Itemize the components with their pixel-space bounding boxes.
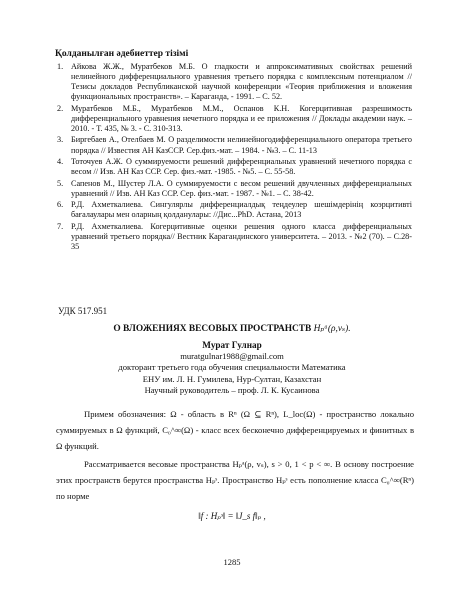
author-email: muratgulnar1988@gmail.com [180, 351, 284, 362]
article-title-text: О ВЛОЖЕНИЯХ ВЕСОВЫХ ПРОСТРАНСТВ [113, 324, 312, 334]
reference-item: 2. Муратбеков М.Б., Муратбеков М.М., Оспанов К.Н. Когерцитивная разрешимость дифференциального уравнения нечетного порядка и ее приложения // Доклады академии наук. – 2010. - Т. 435, № 3. - С. 310-313. [57, 103, 412, 133]
references-title: Қолданылған әдебиеттер тізімі [55, 49, 189, 59]
reference-text: Р.Д. Ахметкалиева. Сингулярлы дифференциалдық теңдеулер шешімдерінің коэрцитивті бағалаулары мен оларның қолданулары: //Дис...PhD. Астана, 2013 [71, 200, 412, 220]
author-supervisor: Научный руководитель – проф. Л. К. Кусаинова [144, 384, 320, 395]
reference-item: 4. Тоточуев А.Ж. О суммируемости решений дифференциальных уравнений нечетного порядка с весом // Изв. АН Каз ССР. Сер. физ.-мат. -1985. - №5. – С. 55-58. [57, 157, 412, 177]
references-list [55, 62, 412, 253]
article-title-formula: Hₚᵃ(ρ,vₛ). [313, 324, 351, 334]
article-body [56, 407, 414, 505]
udk-code: УДК 517.951 [58, 306, 108, 316]
author-position: докторант третьего года обучения специальности Математика [118, 362, 346, 373]
author-name: Мурат Гулнар [202, 340, 262, 350]
reference-item: 3. Биргебаев А., Отелбаев М. О разделимости нелинейногодифференциального оператора третьего порядка // Известия АН КазССР. Сер.физ.-мат. – 1984. - №3. – С. 11-13 [57, 135, 412, 155]
reference-item: 5. Сапенов М., Шустер Л.А. О суммируемости с весом решений двучленных дифференциальных уравнений // Изв. АН Каз ССР. Сер. физ.-мат. - 1987. - №1. – С. 38-42. [57, 178, 412, 198]
reference-item: 7. Р.Д. Ахметкалиева. Когерцитивные оценки решения одного класса дифференциальных уравнений третьего порядка// Вестник Карагандинского университета. – 2013. - №2 (70). – С.28-35 [57, 221, 412, 251]
reference-text: Сапенов М., Шустер Л.А. О суммируемости с весом решений двучленных дифференциальных уравнений // Изв. АН Каз ССР. Сер. физ.-мат. - 1987. - №1. – С. 38-42. [71, 178, 412, 198]
reference-text: Муратбеков М.Б., Муратбеков М.М., Оспанов К.Н. Когерцитивная разрешимость дифференциального уравнения нечетного порядка и ее приложения // Доклады академии наук. – 2010. - Т. 435, № 3. - С. 310-313. [71, 103, 412, 133]
page-number: 1285 [223, 557, 241, 567]
body-paragraph: Рассматривается весовые пространства Hₚᵃ(ρ, vₛ), s > 0, 1 < p < ∞. В основу построение этих пространств берутся пространства Hₚˢ. Пространство Hₚˢ есть пополнение класса C₀^∞(Rⁿ) по норме [56, 459, 414, 501]
author-university: ЕНУ им. Л. Н. Гумилева, Нур-Султан, Казахстан [142, 373, 322, 384]
reference-text: Тоточуев А.Ж. О суммируемости решений дифференциальных уравнений нечетного порядка с весом // Изв. АН Каз ССР. Сер. физ.-мат. -1985. - №5. – С. 55-58. [71, 157, 412, 177]
norm-formula: ‖f : Hₚˢ‖ = ‖J_s f‖ₚ , [198, 511, 266, 521]
author-block [0, 340, 464, 396]
reference-text: Р.Д. Ахметкалиева. Когерцитивные оценки решения одного класса дифференциальных уравнений третьего порядка// Вестник Карагандинского университета. – 2013. - №2 (70). – С.28-35 [71, 221, 412, 251]
body-paragraph: Примем обозначения: Ω - область в Rⁿ (Ω ⊆ Rⁿ), L_loc(Ω) - пространство локально суммируемых в Ω функций, C₀^∞(Ω) - класс всех бесконечно дифференцируемых и финитных в Ω функций. [56, 409, 414, 451]
reference-item: 1. Айкова Ж.Ж., Муратбеков М.Б. О гладкости и аппроксимативных свойствах решений нелинейного дифференциального уравнения третьего порядка с комплексным потенциалом // Тезисы докладов Республиканской научной конференции «Теория приближения и вложения функциональных пространств». – Караганда, - 1991. – С. 52. [57, 62, 412, 102]
reference-text: Биргебаев А., Отелбаев М. О разделимости нелинейногодифференциального оператора третьего порядка // Известия АН КазССР. Сер.физ.-мат. – 1984. - №3. – С. 11-13 [71, 135, 412, 155]
reference-item: 6. Р.Д. Ахметкалиева. Сингулярлы дифференциалдық теңдеулер шешімдерінің коэрцитивті бағалаулары мен оларның қолданулары: //Дис...PhD. Астана, 2013 [57, 200, 412, 220]
article-title [0, 323, 464, 334]
reference-text: Айкова Ж.Ж., Муратбеков М.Б. О гладкости и аппроксимативных свойствах решений нелинейного дифференциального уравнения третьего порядка с комплексным потенциалом // Тезисы докладов Республиканской научной конференции «Теория приближения и вложения функциональных пространств». – Караганда, - 1991. – С. 52. [71, 62, 412, 102]
